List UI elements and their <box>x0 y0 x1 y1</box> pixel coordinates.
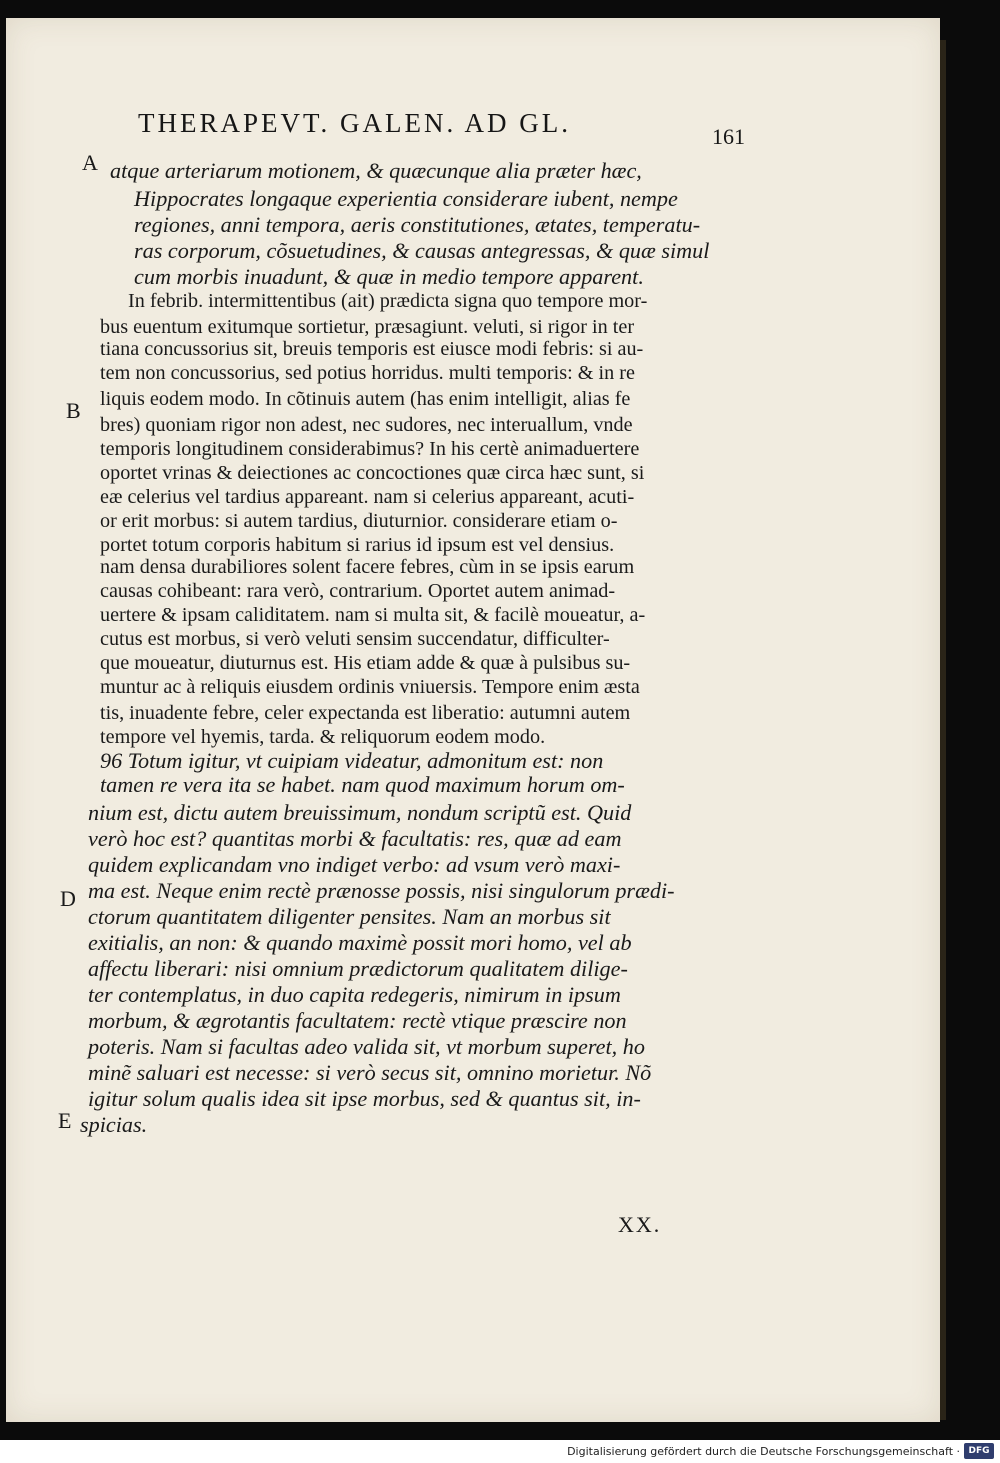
text-line: tamen re vera ita se habet. nam quod maximum horum om- <box>100 772 625 797</box>
text-line: causas cohibeant: rara verò, contrarium. Oportet autem animad- <box>100 580 616 602</box>
footer-bar <box>0 1440 1000 1463</box>
text-line: tis, inuadente febre, celer expectanda est liberatio: autumni autem <box>100 702 631 724</box>
text-line: cutus est morbus, si verò veluti sensim succendatur, difficulter- <box>100 628 610 650</box>
margin-letter-b: B <box>66 398 81 423</box>
running-head: THERAPEVT. GALEN. AD GL. <box>138 108 571 138</box>
catchword: XX. <box>618 1212 662 1237</box>
text-line: nium est, dictu autem breuissimum, nondum scriptũ est. Quid <box>88 800 632 825</box>
text-line: ter contemplatus, in duo capita redegeris, nimirum in ipsum <box>88 982 621 1007</box>
dfg-logo: DFG <box>964 1443 994 1459</box>
text-line: minẽ saluari est necesse: si verò secus sit, omnino morietur. Nõ <box>88 1060 652 1085</box>
text-line: poteris. Nam si facultas adeo valida sit, vt morbum superet, ho <box>88 1034 645 1059</box>
footer-credit: Digitalisierung gefördert durch die Deutsche Forschungsgemeinschaft · <box>567 1445 960 1458</box>
margin-letter-d: D <box>60 886 76 911</box>
margin-letter-e: E <box>58 1108 72 1133</box>
text-line: 96 Totum igitur, vt cuipiam videatur, admonitum est: non <box>100 748 604 773</box>
text-line: nam densa durabiliores solent facere febres, cùm in se ipsis earum <box>100 556 635 578</box>
margin-letter-a: A <box>82 150 98 175</box>
text-line: tem non concussorius, sed potius horridus. multi temporis: & in re <box>100 362 635 384</box>
text-line: tempore vel hyemis, tarda. & reliquorum eodem modo. <box>100 726 546 748</box>
text-line: ctorum quantitatem diligenter pensites. Nam an morbus sit <box>88 904 611 929</box>
text-line: portet totum corporis habitum si rarius id ipsum est vel densius. <box>100 534 615 556</box>
text-line: tiana concussorius sit, breuis temporis est eiusce modi febris: si au- <box>100 338 644 360</box>
page-number: 161 <box>712 124 745 149</box>
text-line: oportet vrinas & deiectiones ac concoctiones quæ circa hæc sunt, si <box>100 462 645 484</box>
text-line: liquis eodem modo. In cõtinuis autem (has enim intelligit, alias fe <box>100 388 631 410</box>
text-line: Hippocrates longaque experientia considerare iubent, nempe <box>134 186 678 211</box>
text-line: bres) quoniam rigor non adest, nec sudores, nec interuallum, vnde <box>100 414 633 436</box>
text-line: que moueatur, diuturnus est. His etiam adde & quæ à pulsibus su- <box>100 652 631 674</box>
text-line: uertere & ipsam caliditatem. nam si multa sit, & facilè moueatur, a- <box>100 604 646 626</box>
text-line: ras corporum, cõsuetudines, & causas antegressas, & quæ simul <box>134 238 710 263</box>
text-line: In febrib. intermittentibus (ait) prædicta signa quo tempore mor- <box>128 290 648 312</box>
text-line: temporis longitudinem considerabimus? In his certè animaduertere <box>100 438 640 460</box>
text-line: quidem explicandam vno indiget verbo: ad vsum verò maxi- <box>88 852 621 877</box>
text-line: affectu liberari: nisi omnium prædictorum qualitatem dilige- <box>88 956 628 981</box>
text-line: bus euentum exitumque sortietur, præsagiunt. veluti, si rigor in ter <box>100 316 635 338</box>
text-line: morbum, & ægrotantis facultatem: rectè vtique præscire non <box>88 1008 627 1033</box>
text-line: exitialis, an non: & quando maximè possit mori homo, vel ab <box>88 930 632 955</box>
text-line: or erit morbus: si autem tardius, diuturnior. considerare etiam o- <box>100 510 618 532</box>
text-line: igitur solum qualis idea sit ipse morbus, sed & quantus sit, in- <box>88 1086 641 1111</box>
text-line: verò hoc est? quantitas morbi & facultatis: res, quæ ad eam <box>88 826 622 851</box>
text-line: atque arteriarum motionem, & quæcunque alia præter hæc, <box>110 158 642 183</box>
text-line: cum morbis inuadunt, & quæ in medio tempore apparent. <box>134 264 644 289</box>
text-line: spicias. <box>80 1112 148 1137</box>
text-line: eæ celerius vel tardius appareant. nam si celerius appareant, acuti- <box>100 486 635 508</box>
text-line: muntur ac à reliquis eiusdem ordinis vniuersis. Tempore enim æsta <box>100 676 640 698</box>
text-line: ma est. Neque enim rectè prænosse possis, nisi singulorum prædi- <box>88 878 675 903</box>
text-line: regiones, anni tempora, aeris constitutiones, ætates, temperatu- <box>134 212 701 237</box>
